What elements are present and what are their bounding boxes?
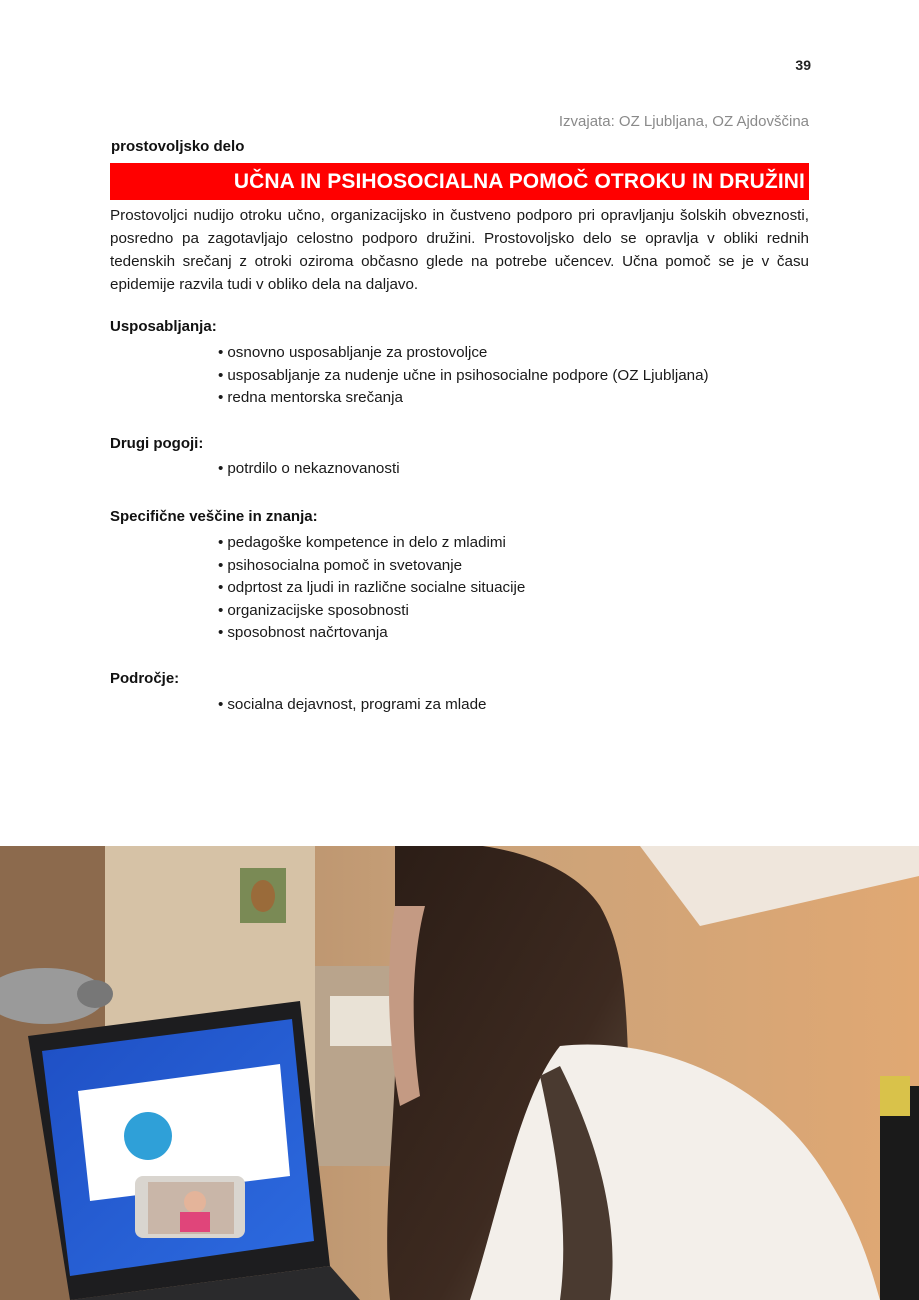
- conditions-list: [218, 458, 400, 481]
- list-item: • sposobnost načrtovanja: [218, 622, 525, 645]
- skills-heading: Specifične veščine in znanja:: [110, 508, 318, 525]
- conditions-heading: Drugi pogoji:: [110, 435, 204, 452]
- list-item: • socialna dejavnost, programi za mlade: [218, 694, 487, 717]
- title-banner: [110, 163, 809, 200]
- list-item: • organizacijske sposobnosti: [218, 600, 525, 623]
- area-heading: Področje:: [110, 670, 180, 687]
- organizer-label: Izvajata: OZ Ljubljana, OZ Ajdovščina: [558, 113, 809, 130]
- list-item: • pedagoške kompetence in delo z mladimi: [218, 532, 525, 555]
- description-paragraph: Prostovoljci nudijo otroku učno, organizacijsko in čustveno podporo pri opravljanju šolskih obveznosti, posredno pa zagotavljajo celostno podporo družini. Prostovoljsko delo se opravlja v obliki rednih tedenskih srečanj z otroki oziroma občasno glede na potrebe učencev. Učna pomoč se je v času epidemije razvila tudi v obliko dela na daljavo.: [110, 207, 809, 293]
- category-label: prostovoljsko delo: [111, 138, 245, 155]
- page-title: UČNA IN PSIHOSOCIALNA POMOČ OTROKU IN DRUŽINI: [233, 169, 805, 193]
- list-item: • odprtost za ljudi in različne socialne situacije: [218, 577, 525, 600]
- skills-list: [218, 532, 525, 645]
- list-item: • psihosocialna pomoč in svetovanje: [218, 555, 525, 578]
- volunteer-photo: [0, 846, 919, 1300]
- list-item: • osnovno usposabljanje za prostovoljce: [218, 342, 709, 365]
- list-item: • usposabljanje za nudenje učne in psihosocialne podpore (OZ Ljubljana): [218, 365, 709, 388]
- list-item: • potrdilo o nekaznovanosti: [218, 458, 400, 481]
- training-heading: Usposabljanja:: [110, 318, 217, 335]
- area-list: [218, 694, 487, 717]
- page-number: 39: [795, 57, 811, 73]
- training-list: [218, 342, 709, 410]
- list-item: • redna mentorska srečanja: [218, 387, 709, 410]
